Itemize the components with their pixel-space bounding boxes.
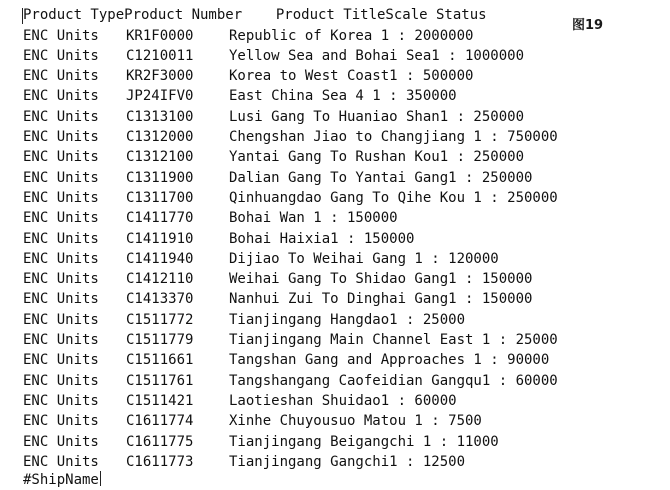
figure-label: 图19	[572, 18, 604, 33]
product-type-cell: ENC Units	[23, 230, 99, 247]
prompt-text: #ShipName	[23, 472, 99, 488]
product-type-cell: ENC Units	[23, 129, 99, 145]
product-type-cell: ENC Units	[23, 210, 99, 227]
product-number-cell: C1311700	[126, 189, 194, 206]
product-title-scale-cell: Dijiao To Weihai Gang 1 : 120000	[229, 250, 499, 267]
table-row	[0, 432, 670, 452]
product-title-scale-cell: Laotieshan Shuidao1 : 60000	[229, 392, 457, 409]
product-type-cell: ENC Units	[23, 392, 99, 409]
product-type-cell: ENC Units	[23, 332, 99, 348]
product-number-cell: C1412110	[126, 271, 194, 288]
product-title-scale-cell: Qinhuangdao Gang To Qihe Kou 1 : 250000	[229, 189, 558, 206]
product-type-cell: ENC Units	[23, 149, 99, 166]
product-number-cell: C1312100	[126, 149, 194, 166]
product-title-scale-cell: Tianjingang Gangchi1 : 12500	[229, 453, 466, 470]
product-type-cell: ENC Units	[23, 108, 99, 125]
product-type-cell: ENC Units	[23, 413, 99, 430]
product-number-cell: C1411940	[126, 250, 194, 267]
product-number-cell: KR2F3000	[126, 68, 194, 85]
product-title-scale-cell: Tianjingang Beigangchi 1 : 11000	[229, 433, 499, 450]
product-type-cell: ENC Units	[23, 47, 99, 64]
table-row	[0, 66, 670, 86]
table-row	[0, 229, 670, 249]
product-number-cell: C1511421	[126, 392, 194, 409]
product-title-scale-cell: Bohai Haixia1 : 150000	[229, 230, 415, 247]
product-type-cell: ENC Units	[23, 88, 99, 105]
product-number-cell: C1611775	[126, 433, 194, 450]
table-row	[0, 391, 670, 411]
product-number-cell: C1312000	[126, 129, 194, 145]
table-row	[0, 330, 670, 350]
product-title-scale-cell: Nanhui Zui To Dinghai Gang1 : 150000	[229, 291, 533, 308]
product-number-cell: C1511761	[126, 372, 194, 389]
product-type-cell: ENC Units	[23, 250, 99, 267]
product-type-cell: ENC Units	[23, 68, 99, 85]
table-row	[0, 371, 670, 391]
table-row	[0, 208, 670, 228]
product-title-scale-cell: Bohai Wan 1 : 150000	[229, 210, 398, 227]
table-row	[0, 86, 670, 106]
table-row	[0, 107, 670, 127]
product-type-cell: ENC Units	[23, 169, 99, 186]
table-row	[0, 310, 670, 330]
table-row	[0, 188, 670, 208]
product-number-cell: C1311900	[126, 169, 194, 186]
product-number-cell: C1611773	[126, 453, 194, 470]
product-title-scale-cell: Republic of Korea 1 : 2000000	[229, 27, 474, 44]
product-number-cell: C1210011	[126, 47, 194, 64]
table-row	[0, 168, 670, 188]
product-type-cell: ENC Units	[23, 311, 99, 328]
product-title-scale-cell: Yantai Gang To Rushan Kou1 : 250000	[229, 149, 525, 166]
product-title-scale-cell: Chengshan Jiao to Changjiang 1 : 750000	[229, 129, 558, 145]
column-header-text: Product TypeProduct Number Product TitleScale Status	[23, 7, 487, 23]
product-title-scale-cell: Dalian Gang To Yantai Gang1 : 250000	[229, 169, 533, 186]
column-header-line	[0, 5, 670, 25]
product-number-cell: C1411910	[126, 230, 194, 247]
table-row	[0, 249, 670, 269]
product-title-scale-cell: Tianjingang Hangdao1 : 25000	[229, 311, 466, 328]
product-title-scale-cell: Tianjingang Main Channel East 1 : 25000	[229, 332, 558, 348]
product-number-cell: C1511772	[126, 311, 194, 328]
product-number-cell: C1411770	[126, 210, 194, 227]
product-number-cell: C1611774	[126, 413, 194, 430]
product-title-scale-cell: Xinhe Chuyousuo Matou 1 : 7500	[229, 413, 482, 430]
product-title-scale-cell: Yellow Sea and Bohai Sea1 : 1000000	[229, 47, 525, 64]
product-type-cell: ENC Units	[23, 27, 99, 44]
command-prompt[interactable]	[23, 470, 101, 490]
product-type-cell: ENC Units	[23, 271, 99, 288]
table-row	[0, 147, 670, 167]
table-row	[0, 127, 670, 147]
product-type-cell: ENC Units	[23, 433, 99, 450]
product-number-cell: C1511661	[126, 352, 194, 369]
table-row	[0, 289, 670, 309]
product-type-cell: ENC Units	[23, 291, 99, 308]
table-row	[0, 350, 670, 370]
product-number-cell: KR1F0000	[126, 27, 194, 44]
product-title-scale-cell: Lusi Gang To Huaniao Shan1 : 250000	[229, 108, 525, 125]
input-caret	[100, 471, 101, 486]
product-type-cell: ENC Units	[23, 352, 99, 369]
product-type-cell: ENC Units	[23, 372, 99, 389]
product-number-cell: C1511779	[126, 332, 194, 348]
product-type-cell: ENC Units	[23, 453, 99, 470]
product-type-cell: ENC Units	[23, 189, 99, 206]
product-number-cell: C1313100	[126, 108, 194, 125]
product-number-cell: JP24IFV0	[126, 88, 194, 105]
table-row	[0, 269, 670, 289]
table-row	[0, 452, 670, 472]
table-row	[0, 411, 670, 431]
product-title-scale-cell: Weihai Gang To Shidao Gang1 : 150000	[229, 271, 533, 288]
product-title-scale-cell: East China Sea 4 1 : 350000	[229, 88, 457, 105]
product-title-scale-cell: Tangshangang Caofeidian Gangqu1 : 60000	[229, 372, 558, 389]
product-title-scale-cell: Tangshan Gang and Approaches 1 : 90000	[229, 352, 550, 369]
table-row	[0, 46, 670, 66]
product-title-scale-cell: Korea to West Coast1 : 500000	[229, 68, 474, 85]
product-number-cell: C1413370	[126, 291, 194, 308]
table-row	[0, 26, 670, 46]
